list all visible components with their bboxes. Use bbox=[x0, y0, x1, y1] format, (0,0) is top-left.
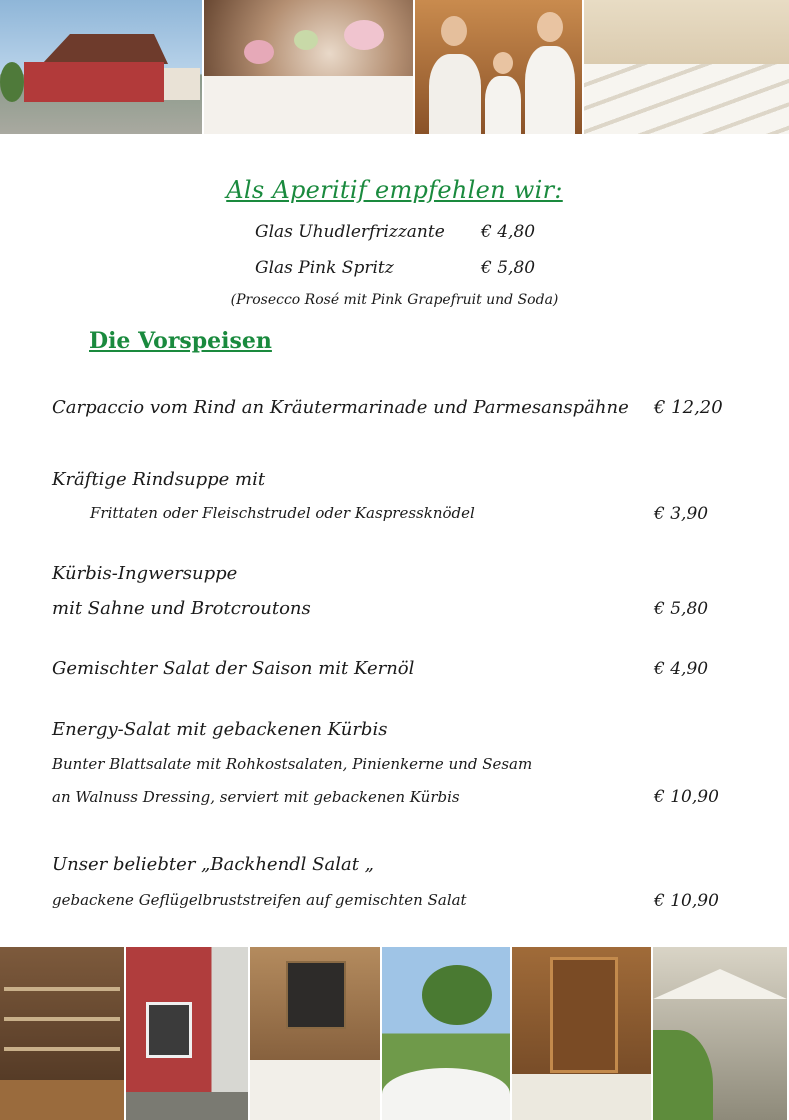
dish-title: Unser beliebter „Backhendl Salat „ bbox=[52, 854, 374, 875]
section-heading-vorspeisen: Die Vorspeisen bbox=[89, 328, 272, 354]
dish-price: € 3,90 bbox=[654, 504, 709, 524]
aperitif-note: (Prosecco Rosé mit Pink Grapefruit und Soda) bbox=[230, 292, 559, 308]
dish-price: € 10,90 bbox=[654, 787, 719, 807]
photo-chalkboard-table bbox=[250, 947, 380, 1120]
dish-price: € 12,20 bbox=[654, 397, 723, 418]
dish-title: Kürbis-Ingwersuppe bbox=[52, 563, 238, 584]
dish-price: € 4,90 bbox=[654, 659, 709, 679]
photo-cabinet-table bbox=[512, 947, 651, 1120]
aperitif-item-price: € 5,80 bbox=[481, 258, 536, 278]
bottom-photo-strip bbox=[0, 947, 789, 1120]
photo-terrace bbox=[653, 947, 787, 1120]
dish-price: € 10,90 bbox=[654, 891, 719, 911]
dish-description: mit Sahne und Brotcroutons bbox=[52, 598, 311, 619]
aperitif-item-name: Glas Uhudlerfrizzante bbox=[255, 222, 445, 242]
aperitif-item-price: € 4,80 bbox=[481, 222, 536, 242]
dish-description: an Walnuss Dressing, serviert mit gebackenen Kürbis bbox=[52, 788, 460, 806]
photo-restaurant-exterior bbox=[0, 0, 202, 134]
photo-table-decoration bbox=[204, 0, 412, 134]
dish-description: gebackene Geflügelbruststreifen auf gemischten Salat bbox=[52, 891, 467, 909]
dish-title: Gemischter Salat der Saison mit Kernöl bbox=[52, 658, 415, 679]
aperitif-heading: Als Aperitif empfehlen wir: bbox=[226, 176, 563, 204]
top-photo-strip bbox=[0, 0, 789, 134]
photo-facade bbox=[126, 947, 248, 1120]
dish-description: Frittaten oder Fleischstrudel oder Kaspressknödel bbox=[90, 504, 475, 522]
photo-bar bbox=[0, 947, 124, 1120]
aperitif-item-name: Glas Pink Spritz bbox=[255, 258, 394, 278]
dish-title: Energy-Salat mit gebackenen Kürbis bbox=[52, 719, 388, 740]
dish-title: Carpaccio vom Rind an Kräutermarinade und Parmesanspähne bbox=[52, 397, 629, 418]
photo-host-family bbox=[415, 0, 582, 134]
dish-title: Kräftige Rindsuppe mit bbox=[52, 469, 266, 490]
dish-description: Bunter Blattsalate mit Rohkostsalaten, Pinienkerne und Sesam bbox=[52, 755, 533, 773]
photo-garden-table bbox=[382, 947, 510, 1120]
photo-banquet-hall bbox=[584, 0, 789, 134]
dish-price: € 5,80 bbox=[654, 599, 709, 619]
